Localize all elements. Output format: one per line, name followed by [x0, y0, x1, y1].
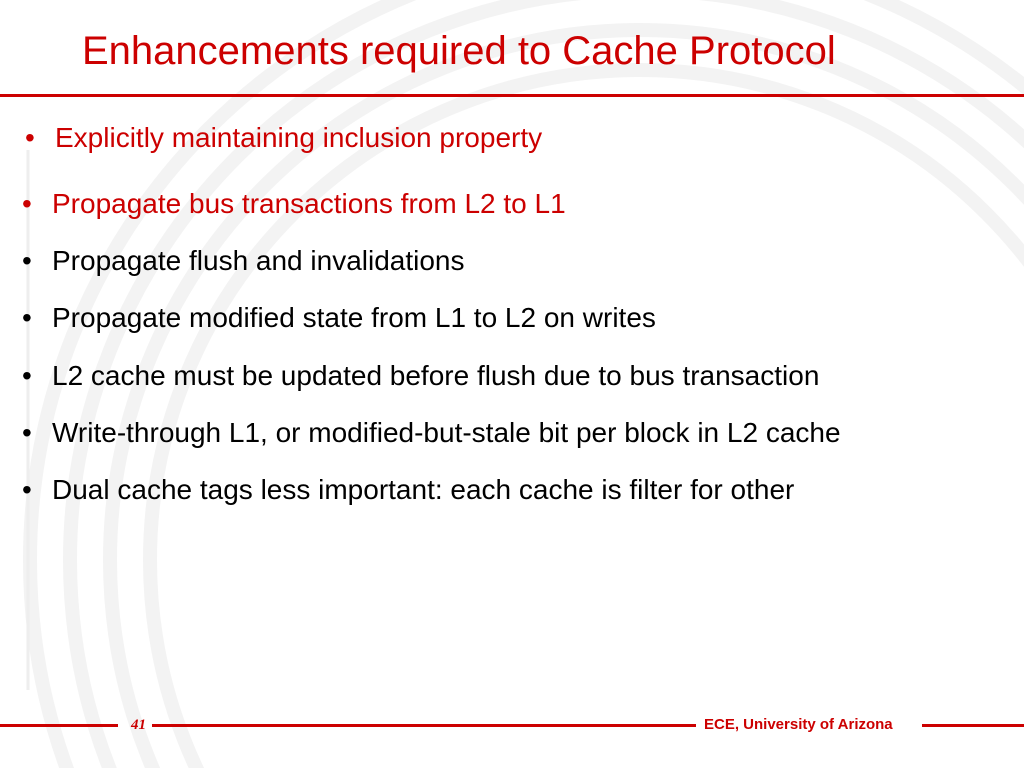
sub-heading-bullet [25, 120, 542, 156]
bullet-text: Propagate bus transactions from L2 to L1 [52, 188, 566, 219]
bullet-text: Propagate modified state from L1 to L2 on writes [52, 302, 656, 333]
bullet-item [22, 472, 794, 508]
footer-organization: ECE, University of Arizona [704, 716, 893, 733]
page-number: 41 [131, 717, 146, 733]
footer-divider-left [0, 724, 118, 727]
slide-title: Enhancements required to Cache Protocol [82, 29, 836, 73]
bullet-icon: • [22, 245, 32, 276]
bullet-item [22, 358, 819, 394]
bullet-text: L2 cache must be updated before flush due to bus transaction [52, 360, 820, 391]
bullet-icon: • [22, 417, 32, 448]
bullet-text: Dual cache tags less important: each cache is filter for other [52, 474, 795, 505]
bullet-text: Write-through L1, or modified-but-stale bit per block in L2 cache [52, 417, 841, 448]
sub-heading-text: Explicitly maintaining inclusion property [55, 122, 543, 153]
bullet-item [22, 186, 566, 222]
bullet-icon: • [25, 122, 35, 153]
footer-divider-right [922, 724, 1024, 727]
bullet-item [22, 300, 656, 336]
bullet-icon: • [22, 188, 32, 219]
bullet-item [22, 415, 841, 451]
bullet-item [22, 243, 465, 279]
bullet-icon: • [22, 360, 32, 391]
bullet-icon: • [22, 302, 32, 333]
title-divider [0, 94, 1024, 97]
bullet-text: Propagate flush and invalidations [52, 245, 465, 276]
footer-divider-middle [152, 724, 696, 727]
bullet-icon: • [22, 474, 32, 505]
